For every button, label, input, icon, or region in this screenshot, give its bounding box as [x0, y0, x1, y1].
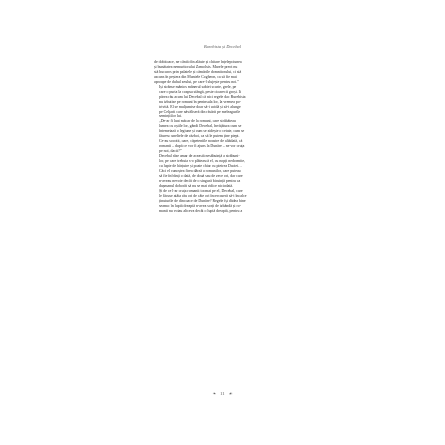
text-line: și bunătatea nemuritorului Zamolxis. Marele preot nu: [154, 64, 238, 69]
text-line: să fie înfrânți o dată, de două sau de zece ori, dar care: [159, 173, 243, 178]
paragraph: [154, 85, 290, 120]
text-line: pe Celţarii care năvăliseră din răsărit pe meleagurile: [159, 109, 241, 114]
fleuron-right-icon: ☙: [228, 391, 233, 396]
fleuron-left-icon: ❧: [212, 391, 217, 396]
text-line: stă bucuros prin palatele și cămările domnitorului, ci stă: [154, 69, 242, 74]
text-line: întemeiază o legiune și cum se zidește o cetate, cum se: [159, 129, 245, 134]
text-line: care o purta la coapsa stângă, peste cioarecii groși. Îi: [159, 89, 241, 94]
text-line: seama: în luptă dreaptă n-avea sorți de izbândă și ro-: [159, 203, 241, 208]
text-line: dușmanul doborât să nu se mai ridice niciodată.: [159, 183, 234, 188]
paragraph: [154, 154, 290, 169]
page-number: 11: [220, 391, 225, 396]
paragraph: [154, 119, 290, 154]
text-line: ținuturile de dincoace de Dunăre? Regele își dădea bine: [159, 198, 246, 203]
text-line: manii nu voiau altceva decât o luptă dreaptă, pentru a: [159, 208, 243, 213]
text-line: Își strânse mânios mânerul sabiei scurte, grele, pe: [159, 84, 237, 89]
running-head: Burebista și Decebal: [204, 44, 241, 49]
folio: [0, 391, 445, 397]
text-line: Căci el cunoștea firea dârză a romanilor, care puteau: [159, 168, 241, 173]
text-line: lor, pe care trebuia s-o plătească el, cu nopți nedormite,: [159, 159, 246, 164]
text-line: ascuns în peștera din Muntele Cogheon, ca să fie mai: [154, 74, 237, 79]
text-line: trivită. El se mulțumise doar să-i ucidă și să-i alunge: [159, 104, 241, 109]
text-line: părea rău acum lui Decebal că nici regele dac Burebista: [159, 94, 246, 99]
text-line: n-aveau nevoie decât de o singură biruință pentru ca: [159, 178, 241, 183]
text-line: romanii – după ce vor fi ajuns la Dunăre – ne vor cruța: [159, 144, 245, 149]
paragraph: [154, 60, 290, 85]
text-line: făuresc uneltele de război, ca să le putem ține piept.: [159, 134, 240, 139]
text-line: cu lupte de hărțuire și poate chiar cu pieirea Daciei…: [159, 164, 243, 169]
text-line: Ce-au socotit, oare, căpeteniile noastre de altădată, că: [159, 139, 243, 144]
text-line: „De-ar fi luat măcar de la romani, care străbăteau: [159, 119, 236, 124]
text-line: Decebal râse amar de această nesăbuință a străbuni-: [159, 154, 240, 159]
paragraph: [154, 189, 290, 214]
body-text: [154, 60, 290, 214]
text-line: aproape de duhul zeului, pe care-l slujește pentru noi.”: [154, 79, 239, 84]
text-line: Și de ce l-ar cruța romanii tocmai pe el, Decebal, care: [159, 188, 243, 193]
paragraph: [154, 169, 290, 189]
text-line: de dobitoace, ne cântă din alăute și chitare înțelepciunea: [154, 60, 242, 64]
text-line: pe noi, dacii?”: [159, 149, 182, 154]
text-line: lumea cu oștile lor, gândi Decebal, învățătura cum se: [159, 124, 242, 129]
text-line: semințiilor lui.: [159, 114, 182, 119]
text-line: nu izbutise pe romani în peninsula lor, la vremea po-: [159, 99, 241, 104]
text-line: le făcuse atâta rău ori de câte ori încercaseră să-i încalce: [159, 193, 247, 198]
